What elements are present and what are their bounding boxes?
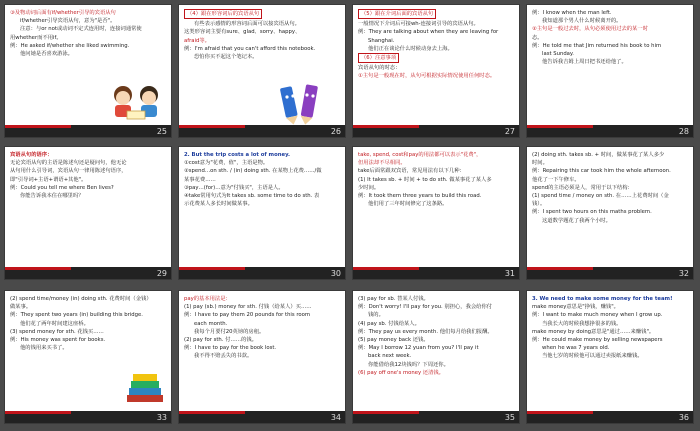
slide-text: 他花了一下午修车。 [532,176,580,183]
slide-heading: 2. But the trip costs a lot of money. [184,152,291,158]
slide-text: 从句用什么引导词，宾语从句一律用陈述句语序， [10,168,127,175]
slide-heading: （4）跟在形容词后的宾语从句 [184,9,262,19]
slide-text: Shanghai. [368,37,395,44]
slide-text: 例：Could you tell me where Ben lives? [10,184,114,191]
slide-text: (4) pay sb. 付钱给某人。 [358,320,420,327]
slide-heading: 宾语从句的语序： [10,152,53,158]
slide-thumbnail-36[interactable] [526,290,694,424]
slide-text: 做某事。 [10,304,32,311]
slide-text: (1) It takes sb. + 时间 + to do sth. 做某事花了某人多 [358,176,492,183]
slide-text: ④take常用句式为It takes sb. some time to do sth. 表 [184,193,320,200]
slide-text: 当他七岁的时候他可以通过卖报纸来赚钱。 [542,353,643,360]
slide-heading: （5）跟在介词后面的宾语从句 [358,9,436,19]
slide-text: 钱的。 [368,312,384,319]
slide-heading: 3. We need to make some money for the team! [532,296,673,302]
slide-text: (5) pay money back 还钱。 [358,337,429,344]
slide-text: ③pay…(for)…意为"付钱买"，主语是人。 [184,184,284,191]
slide-text: (2) doing sth. takes sb. + 时间，做某事花了某人多少 [532,152,665,158]
slide-footer-bar [353,411,519,423]
slide-text: 恐怕你买不起这个笔记本。 [194,54,258,61]
slide-footer-bar [353,125,519,137]
slide-thumbnail-29[interactable] [4,146,172,280]
slide-text: make money意思是"挣钱，赚钱"。 [532,304,619,311]
slide-text: 例：I'm afraid that you can't afford this notebook. [184,45,316,52]
slide-body [532,9,688,123]
slide-text: 例：He could make money by selling newspapers [532,337,663,344]
slide-text: 少时间。 [358,184,380,191]
slide-number: 35 [504,413,515,422]
books-illustration [123,371,167,409]
slide-thumbnail-28[interactable] [526,4,694,138]
slide-text: 例：It took them three years to build this road. [358,193,482,200]
slide-thumbnail-30[interactable] [178,146,346,280]
slide-text: 某事花费…… [184,176,216,183]
slide-text: if/whether引导宾语从句，意为"是否"。 [20,18,116,25]
slide-text: 例：I want to make much money when I grow up. [532,312,663,319]
slide-footer-bar [179,411,345,423]
slide-text: last Sunday. [542,51,574,58]
slide-text: 例：They are talking about when they are leaving for [358,29,499,36]
slide-thumbnail-25[interactable] [4,4,172,138]
slide-thumbnail-33[interactable] [4,290,172,424]
slide-text: 我不得不赔丢失的书款。 [194,353,253,360]
slide-text: 钱）。 [532,201,546,208]
slide-text: (6) pay off one's money 还清钱。 [358,369,444,376]
slide-text: 我每个月要付20英镑的房租。 [194,328,265,335]
slide-number: 36 [678,413,689,422]
slide-text: when he was 7 years old. [542,345,610,352]
slide-text: 用whether而不用if。 [10,34,62,41]
slide-text: pay的基本用法是： [184,296,231,302]
slide-text: 你能借给我12块钱吗？下周还你。 [368,361,449,368]
slide-heading: （6）注意事项 [358,53,399,63]
slide-text: (2) pay for sth. 付……的钱。 [184,337,257,344]
slide-text: 他问她是否喜欢游泳。 [20,51,73,58]
slide-body [184,151,340,265]
slide-text: 但用法却不尽相同。 [358,160,406,167]
slide-thumbnail-31[interactable] [352,146,520,280]
slide-text: 例：He asked if/whether she liked swimming. [10,42,130,49]
slide-number: 34 [330,413,341,422]
slide-text: afraid等。 [184,37,210,44]
slide-text: (1) pay (sb.) money for sth. 付钱（给某人）买…… [184,304,312,311]
slide-text: 例：Don't worry! I'll pay for you. 别担心，我会给你付 [358,304,493,311]
slide-text: 示花费某人多长时间做某事。 [184,201,253,208]
slide-footer-bar [5,411,171,423]
slide-text: 他们花了两年时间建这座桥。 [20,320,89,327]
slide-text: take后面常跟双宾语，常见用法有以下几种： [358,168,465,175]
slide-text: ③及物动词后面有if/whether引导的宾语从句 [10,10,116,16]
slide-thumbnail-35[interactable] [352,290,520,424]
slide-text: 无论宾语从句的主语是陈述句还是疑问句，他无论 [10,160,127,167]
kids-reading-illustration [105,83,165,123]
slide-text: (1) spend time / money on sth. 在……上花费时间（金 [532,193,669,200]
slide-body [358,295,514,409]
slide-text: spend的主语必须是人，常用于以下结构： [532,184,633,191]
slide-text: 宾语从句的时态： [358,65,401,72]
slide-number: 27 [504,127,515,136]
slide-thumbnail-34[interactable] [178,290,346,424]
slide-text: 例：I know when the man left. [532,10,612,16]
slide-thumbnail-27[interactable] [352,4,520,138]
slide-number: 25 [156,127,167,136]
slide-number: 29 [156,269,167,278]
slide-body [358,9,514,123]
slide-text: 当我长大的时候我想挣很多的钱。 [542,320,622,327]
slide-text: 例：Repairing this car took him the whole afternoon. [532,168,671,175]
slide-text: 他们正在谈论什么时候动身去上海。 [368,45,453,52]
slide-text: 这类形容词主要有sure、glad、sorry、happy、 [184,29,301,36]
slide-thumbnail-32[interactable] [526,146,694,280]
slide-text: (2) spend time/money (in) doing sth. 花费时间（金钱） [10,296,152,302]
slide-footer-bar [527,267,693,279]
slide-text: 例：They pay us every month. 他们每月给我们报酬。 [358,328,493,335]
slide-text: 例：His money was spent for books. [10,337,106,344]
slide-text: ①主句是一般现在时，从句可根据实际情况使用任何时态。 [358,73,496,80]
slide-text: 态。 [532,34,543,41]
slide-number: 28 [678,127,689,136]
slide-body [10,151,166,265]
slide-text: take, spend, cost和pay的用法都可以表示"花费"， [358,152,482,158]
slide-text: 你能告诉我本住在哪里吗？ [20,193,84,200]
slide-footer-bar [527,411,693,423]
slide-text: 他们用了三年时间修完了这条路。 [368,201,448,208]
slide-number: 30 [330,269,341,278]
slide-number: 33 [156,413,167,422]
slide-text: back next week. [368,353,412,360]
pencils-cartoon-illustration [271,83,331,125]
slide-footer-bar [5,267,171,279]
slide-text: 例：May I borrow 12 yuan from you? I'll pay it [358,345,479,352]
slide-text: 例：I spent two hours on this maths problem. [532,209,652,216]
slide-text: ②主句是一般过去时，从句必须使用过去的某一时 [532,26,648,33]
slide-number: 31 [504,269,515,278]
slide-text: 他的钱用来买书了。 [20,345,68,352]
slide-footer-bar [179,125,345,137]
slide-text: each month. [194,320,228,327]
slide-text: make money by doing意思是"通过……来赚钱"。 [532,328,655,335]
slide-text: 例：He told me that Jim returned his book to him [532,42,662,49]
slide-body [358,151,514,265]
slide-footer-bar [353,267,519,279]
slide-text: 例：I have to pay for the book lost. [184,345,277,352]
slide-text: 我知道那个男人什么时候离开的。 [542,18,622,25]
slide-footer-bar [179,267,345,279]
slide-text: 时间。 [532,160,548,167]
slide-body [532,151,688,265]
slide-body [532,295,688,409]
slide-text: 一般情况下介词后可接wh-连接词引导的宾语从句。 [358,21,479,28]
slide-thumbnail-26[interactable] [178,4,346,138]
slide-text: 他告诉我吉姆上周日把书还给他了。 [542,59,627,66]
slide-text: 注意：与or not或动词不定式连用时，连接词通常使 [20,26,142,33]
slide-text: 即"引导词+主语+谓语+其他"。 [10,176,87,183]
slide-footer-bar [5,125,171,137]
slide-text: 有些表示感情的形容词后面可以接宾语从句。 [194,21,300,28]
slide-text: 例：I have to pay them 20 pounds for this room [184,312,311,319]
slide-footer-bar [527,125,693,137]
slide-text: (3) pay for sb. 替某人付钱。 [358,296,429,302]
slide-text: ②spend…on sth. / (in) doing sth. 在某物上花费……/做 [184,168,322,175]
slide-text: (3) spend money for sth. 花钱买…… [10,328,104,335]
slide-number: 26 [330,127,341,136]
slide-text: 例：They spent two years (in) building this bridge. [10,312,143,319]
slide-number: 32 [678,269,689,278]
slide-body [184,295,340,409]
slide-text: 这道数学题花了我两个小时。 [542,217,611,224]
slide-text: ①cost意为"花费，值"，主语是物。 [184,160,269,167]
